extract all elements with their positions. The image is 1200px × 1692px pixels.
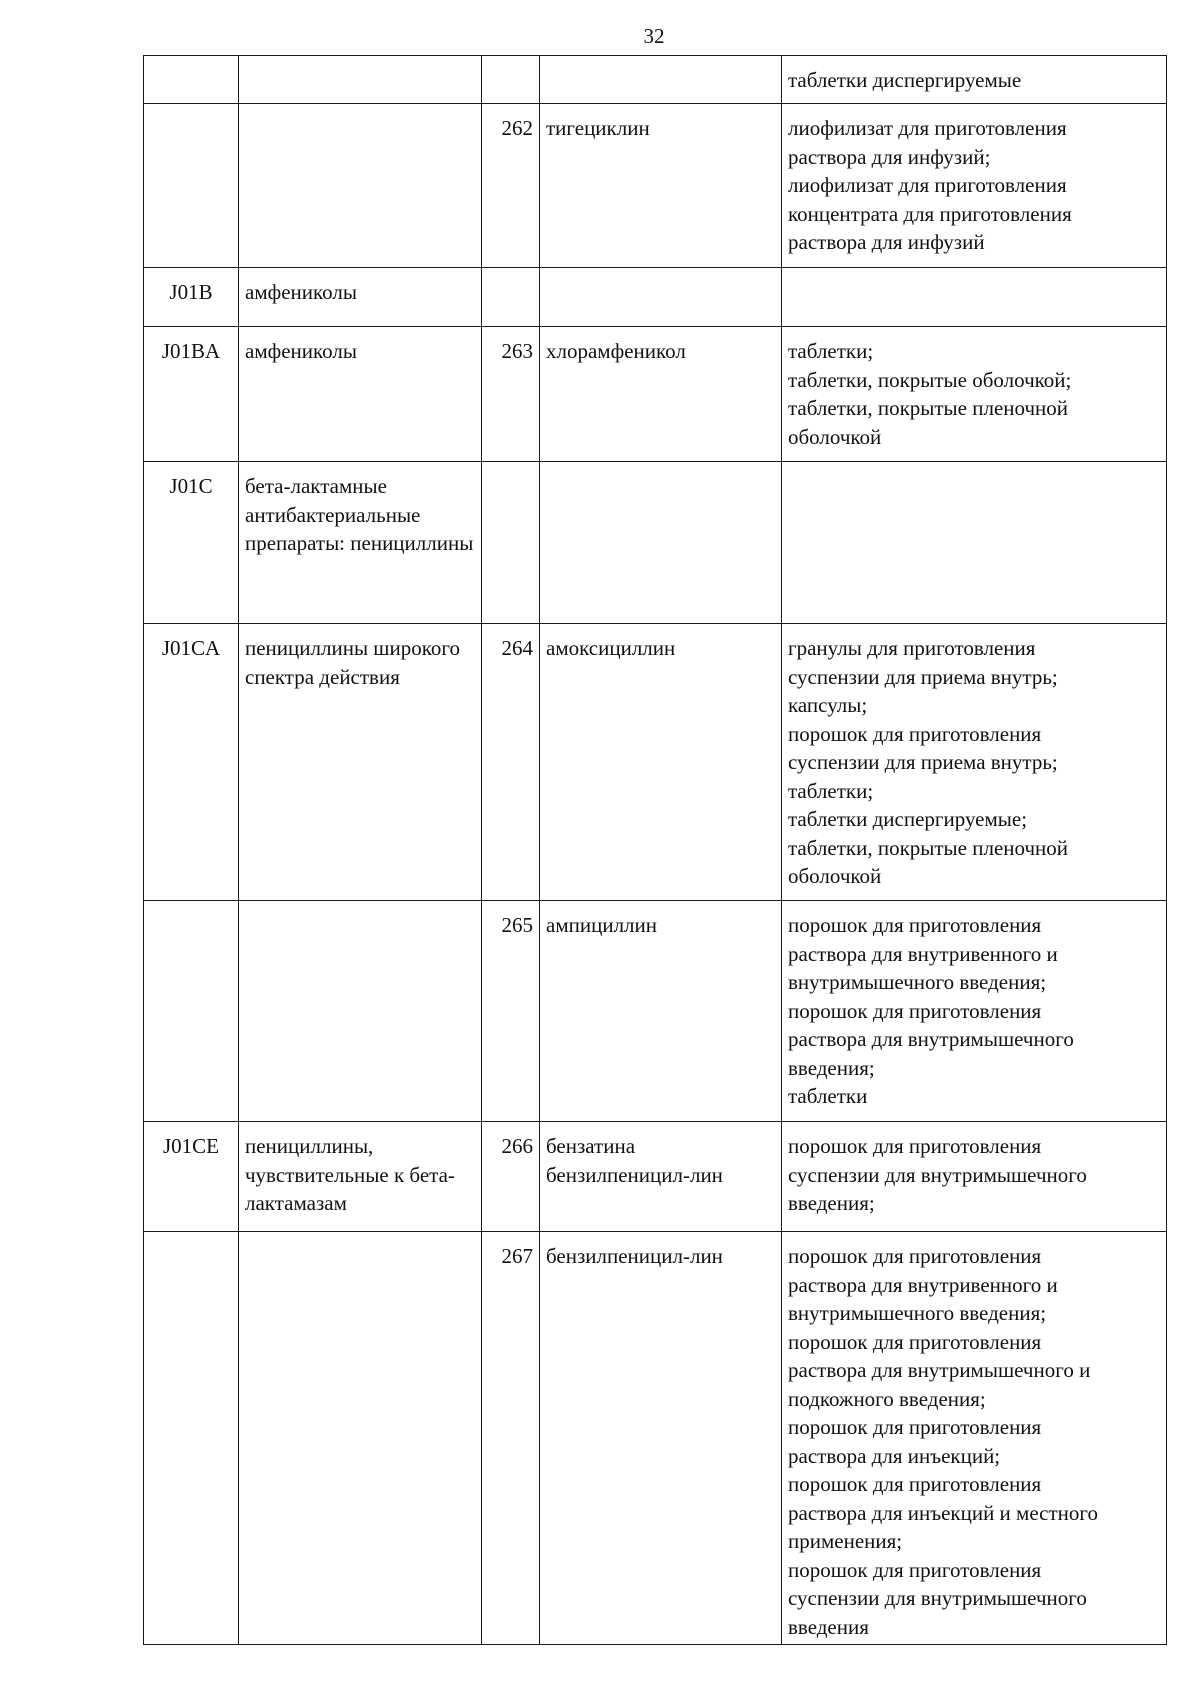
page-number: 32 [643,24,665,48]
dosage-form-line: таблетки, покрытые пленочной [788,396,1069,420]
dosage-forms-cell [782,327,1167,462]
table-row [144,1122,1167,1232]
drug-name-cell [540,462,782,624]
dosage-forms-cell [782,1232,1167,1645]
dosage-form-line: суспензии для приема внутрь; [788,750,1058,774]
drug-name-cell: амоксициллин [540,624,782,901]
dosage-form-line: таблетки; [788,339,874,363]
group-name-cell [239,56,482,104]
dosage-form-line: раствора для инфузий [788,230,985,254]
atc-code-cell: J01C [144,462,239,624]
dosage-forms-cell [782,1122,1167,1232]
row-number-cell: 266 [482,1122,540,1232]
dosage-form-line: таблетки, покрытые пленочной [788,835,1069,860]
drug-table [143,55,1167,1645]
group-name-cell: пенициллины, чувствительные к бета-лактамазам [239,1122,482,1232]
atc-code-cell [144,901,239,1122]
dosage-form-line: таблетки; [788,778,874,803]
row-number-cell [482,268,540,327]
dosage-forms-cell [782,462,1167,624]
dosage-form-line: концентрата для приготовления [788,201,1072,226]
dosage-forms-cell [782,624,1167,901]
group-name-cell: пенициллины широкого спектра действия [239,624,482,901]
group-name-cell [239,104,482,268]
row-number-cell [482,56,540,104]
atc-code-cell: J01B [144,268,239,327]
dosage-forms-cell [782,268,1167,327]
atc-code-cell: J01CE [144,1122,239,1232]
table-row [144,1232,1167,1645]
dosage-form-line: суспензии для приема внутрь; [788,664,1058,689]
dosage-forms-cell [782,104,1167,268]
drug-name-cell [540,56,782,104]
drug-name-cell: хлорамфеникол [540,327,782,462]
group-name-cell [239,901,482,1122]
dosage-form-line: раствора для внутривенного и [788,1272,1058,1297]
dosage-form-line: оболочкой [788,864,882,888]
dosage-form-line: раствора для внутримышечного и [788,1358,1091,1382]
dosage-form-line: подкожного введения; [788,1386,986,1411]
dosage-form-line: таблетки, покрытые оболочкой; [788,367,1072,392]
drug-name-cell: тигециклин [540,104,782,268]
dosage-form-line: порошок для приготовления [788,1415,1042,1439]
dosage-form-line: внутримышечного введения; [788,970,1047,994]
dosage-forms-cell [782,901,1167,1122]
drug-name-cell [540,268,782,327]
dosage-form-line: оболочкой [788,424,882,449]
table-row [144,624,1167,901]
dosage-form-line: порошок для приготовления [788,1329,1042,1354]
row-number-cell: 267 [482,1232,540,1645]
dosage-form-line: порошок для приготовления [788,913,1042,937]
row-number-cell: 265 [482,901,540,1122]
drug-name-cell: ампициллин [540,901,782,1122]
table-row [144,104,1167,268]
group-name-cell: амфениколы [239,327,482,462]
dosage-form-line: применения; [788,1529,903,1553]
dosage-form-line: таблетки [788,1084,868,1108]
atc-code-cell: J01BA [144,327,239,462]
dosage-form-line: порошок для приготовления [788,1472,1042,1496]
atc-code-cell [144,104,239,268]
table-row [144,56,1167,104]
atc-code-cell: J01CA [144,624,239,901]
group-name-cell [239,1232,482,1645]
dosage-form-line: суспензии для внутримышечного [788,1162,1087,1187]
row-number-cell: 262 [482,104,540,268]
dosage-form-line: таблетки диспергируемые; [788,807,1028,831]
drug-name-cell: бензилпеницил-лин [540,1232,782,1645]
dosage-form-line: суспензии для внутримышечного [788,1586,1087,1610]
table-row [144,327,1167,462]
dosage-form-line: введения [788,1614,869,1639]
row-number-cell: 263 [482,327,540,462]
table-row [144,901,1167,1122]
table-row [144,268,1167,327]
dosage-form-line: внутримышечного введения; [788,1301,1047,1325]
dosage-form-line: введения; [788,1055,875,1080]
dosage-form-line: таблетки диспергируемые [788,68,1022,92]
row-number-cell: 264 [482,624,540,901]
dosage-form-line: лиофилизат для приготовления [788,173,1067,197]
dosage-form-line: порошок для приготовления [788,721,1042,746]
dosage-form-line: раствора для инъекций и местного [788,1500,1099,1525]
dosage-form-line: раствора для инъекций; [788,1443,1001,1468]
drug-name-cell: бензатина бензилпеницил-лин [540,1122,782,1232]
dosage-form-line: порошок для приготовления [788,1557,1042,1582]
group-name-cell: бета-лактамные антибактериальные препараты: пенициллины [239,462,482,624]
atc-code-cell [144,1232,239,1645]
atc-code-cell [144,56,239,104]
group-name-cell: амфениколы [239,268,482,327]
dosage-form-line: порошок для приготовления [788,998,1042,1023]
dosage-form-line: порошок для приготовления [788,1134,1042,1158]
row-number-cell [482,462,540,624]
dosage-form-line: раствора для внутривенного и [788,941,1058,966]
dosage-form-line: раствора для инфузий; [788,144,991,169]
dosage-form-line: лиофилизат для приготовления [788,116,1067,140]
table-row [144,462,1167,624]
dosage-form-line: порошок для приготовления [788,1244,1042,1268]
dosage-form-line: гранулы для приготовления [788,636,1036,660]
dosage-form-line: капсулы; [788,693,868,717]
dosage-forms-cell [782,56,1167,104]
dosage-form-line: раствора для внутримышечного [788,1027,1074,1051]
dosage-form-line: введения; [788,1191,875,1215]
